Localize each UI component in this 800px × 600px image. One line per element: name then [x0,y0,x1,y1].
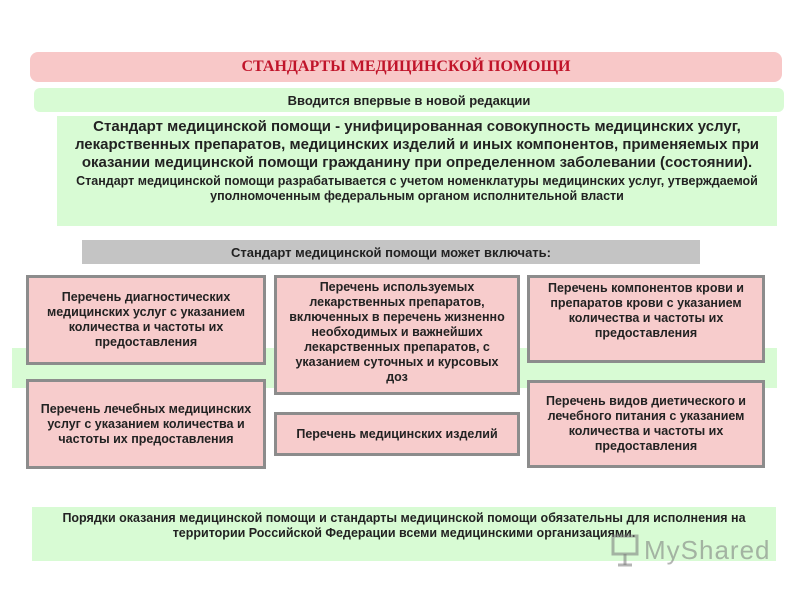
definition-sub-text: Стандарт медицинской помощи разрабатывается с учетом номенклатуры медицинских услуг, утверждаемой уполномоченным федеральным органом исполнительной власти [76,174,758,203]
watermark-text: MyShared [644,534,771,565]
subtitle-banner: Вводится впервые в новой редакции [34,88,784,112]
box-diagnostic-text: Перечень диагностических медицинских услуг с указанием количества и частоты их предоставления [46,290,246,349]
box-devices-text: Перечень медицинских изделий [296,426,498,441]
box-blood-text: Перечень компонентов крови и препаратов крови с указанием количества и частоты их предоставления [548,281,744,340]
box-diagnostic-services [26,275,266,365]
box-blood-components [527,275,765,363]
box-diet [527,380,765,468]
includes-header: Стандарт медицинской помощи может включать: [82,240,700,264]
box-diet-text: Перечень видов диетического и лечебного питания с указанием количества и частоты их предоставления [546,394,746,453]
presentation-icon [610,533,640,567]
box-treatment-services [26,379,266,469]
box-medical-devices [274,412,520,456]
footer-note: Порядки оказания медицинской помощи и стандарты медицинской помощи обязательны для исполнения на территории Российской Федерации всеми медицинскими организациями. [32,507,776,561]
box-drugs [274,275,520,395]
box-drugs-text: Перечень используемых лекарственных препаратов, включенных в перечень жизненно необходимых и важнейших лекарственных препаратов, с указанием суточных и курсовых доз [289,280,505,384]
definition-box [57,116,777,226]
page-title: СТАНДАРТЫ МЕДИЦИНСКОЙ ПОМОЩИ [30,52,782,82]
watermark [610,530,780,570]
box-treatment-text: Перечень лечебных медицинских услуг с указанием количества и частоты их предоставления [40,401,252,446]
definition-main-text: Стандарт медицинской помощи - унифицированная совокупность медицинских услуг, лекарственных препаратов, медицинских изделий и иных компонентов, применяемых при оказании медицинской помощи гражданину при определенном заболевании (состоянии). [74,118,760,171]
